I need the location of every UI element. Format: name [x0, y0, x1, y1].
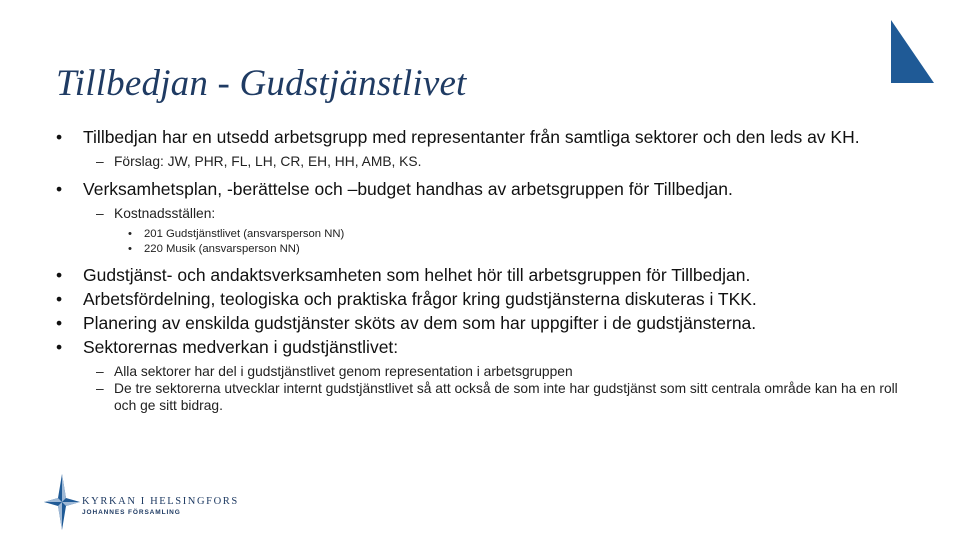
bullet-icon: •	[56, 179, 63, 199]
logo-line-1: KYRKAN I HELSINGFORS	[82, 496, 239, 507]
bullet-item	[54, 313, 914, 333]
bullet-item	[54, 179, 914, 199]
bullet-text: Tillbedjan har en utsedd arbetsgrupp med representanter från samtliga sektorer och den leds av KH.	[83, 127, 860, 147]
dash-icon: –	[96, 154, 104, 169]
sub-item	[54, 205, 914, 222]
slide-title: Tillbedjan - Gudstjänstlivet	[56, 63, 467, 104]
bullet-item	[54, 289, 914, 309]
sub-item	[54, 380, 914, 414]
triangle-mark-icon	[891, 20, 935, 84]
sub-item	[54, 153, 914, 170]
sub-sub-item-text: 220 Musik (ansvarsperson NN)	[144, 243, 300, 255]
bullet-text: Verksamhetsplan, -berättelse och –budget handhas av arbetsgruppen för Tillbedjan.	[83, 179, 733, 199]
small-bullet-icon: •	[128, 243, 132, 255]
sub-item-text: Alla sektorer har del i gudstjänstlivet genom representation i arbetsgruppen	[114, 364, 573, 379]
bullet-icon: •	[56, 265, 63, 285]
cross-star-icon	[44, 474, 80, 530]
sub-sub-item	[54, 242, 914, 257]
bullet-text: Planering av enskilda gudstjänster sköts av dem som har uppgifter i de gudstjänsterna.	[83, 313, 757, 333]
bullet-icon: •	[56, 337, 63, 357]
bullet-text: Arbetsfördelning, teologiska och praktiska frågor kring gudstjänsterna diskuteras i TKK.	[83, 289, 757, 309]
sub-item-text: De tre sektorerna utvecklar internt gudstjänstlivet så att också de som inte har gudstjänst som sitt centrala område kan ha en roll och ge sitt bidrag.	[114, 381, 898, 413]
bullet-icon: •	[56, 127, 63, 147]
sub-item-text: Kostnadsställen:	[114, 206, 216, 221]
bullet-icon: •	[56, 289, 63, 309]
bullet-item	[54, 337, 914, 357]
bullet-text: Gudstjänst- och andaktsverksamheten som helhet hör till arbetsgruppen för Tillbedjan.	[83, 265, 751, 285]
sub-sub-item	[54, 227, 914, 242]
bullet-text: Sektorernas medverkan i gudstjänstlivet:	[83, 337, 399, 357]
sub-sub-item-text: 201 Gudstjänstlivet (ansvarsperson NN)	[144, 228, 345, 240]
bullet-item	[54, 265, 914, 285]
dash-icon: –	[96, 206, 104, 221]
sub-item	[54, 363, 914, 380]
bullet-item	[54, 127, 914, 147]
slide-content	[54, 127, 914, 414]
dash-icon: –	[96, 364, 104, 379]
bullet-icon: •	[56, 313, 63, 333]
sub-item-text: Förslag: JW, PHR, FL, LH, CR, EH, HH, AMB, KS.	[114, 154, 422, 169]
dash-icon: –	[96, 381, 104, 396]
small-bullet-icon: •	[128, 228, 132, 240]
logo-text	[82, 496, 239, 516]
logo-line-2: JOHANNES FÖRSAMLING	[82, 509, 181, 516]
